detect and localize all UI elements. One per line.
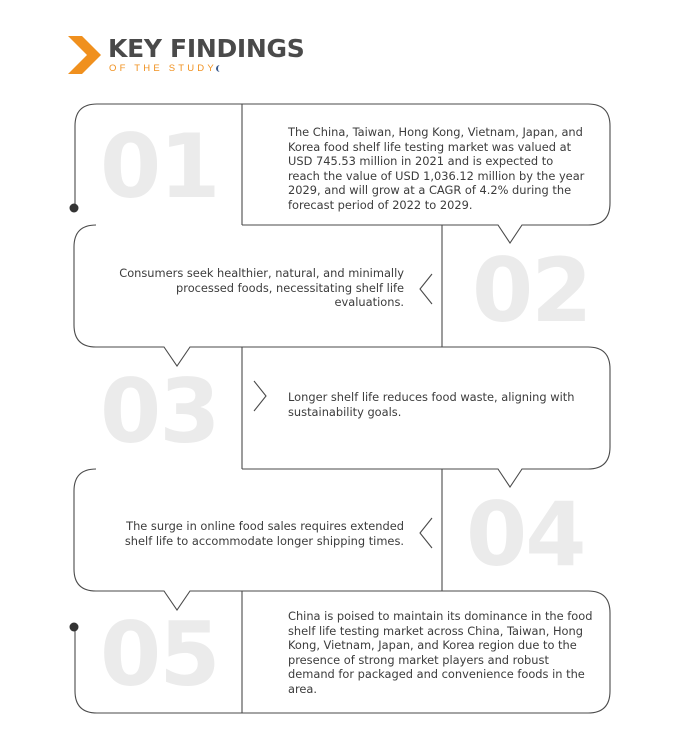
finding-text-02: Consumers seek healthier, natural, and minimally processed foods, necessitating shelf life evaluations. <box>119 266 404 310</box>
connector-dot-bottom <box>70 623 79 632</box>
connector-dot-top <box>70 204 79 213</box>
finding-number-01: 01 <box>100 115 219 218</box>
finding-number-05: 05 <box>100 603 219 706</box>
finding-number-04: 04 <box>466 483 585 586</box>
finding-text-05: China is poised to maintain its dominance in the food shelf life testing market across China, Taiwan, Hong Kong, Vietnam, Japan, and Korea region due to the presence of strong market players and robust demand for packaged and convenience foods in the area. <box>288 609 593 696</box>
finding-number-03: 03 <box>100 360 219 463</box>
page-title: KEY FINDINGS <box>108 34 305 63</box>
finding-text-04: The surge in online food sales requires extended shelf life to accommodate longer shipping times. <box>124 519 404 548</box>
finding-number-02: 02 <box>472 239 591 342</box>
finding-text-03: Longer shelf life reduces food waste, aligning with sustainability goals. <box>288 390 575 419</box>
page-subtitle: OF THE STUDY <box>109 63 217 74</box>
finding-text-01: The China, Taiwan, Hong Kong, Vietnam, Japan, and Korea food shelf life testing market was valued at USD 745.53 million in 2021 and is expected to reach the value of USD 1,036.12 million by the year 2029, and will grow at a CAGR of 4.2% during the forecast period of 2022 to 2029. <box>288 125 585 212</box>
